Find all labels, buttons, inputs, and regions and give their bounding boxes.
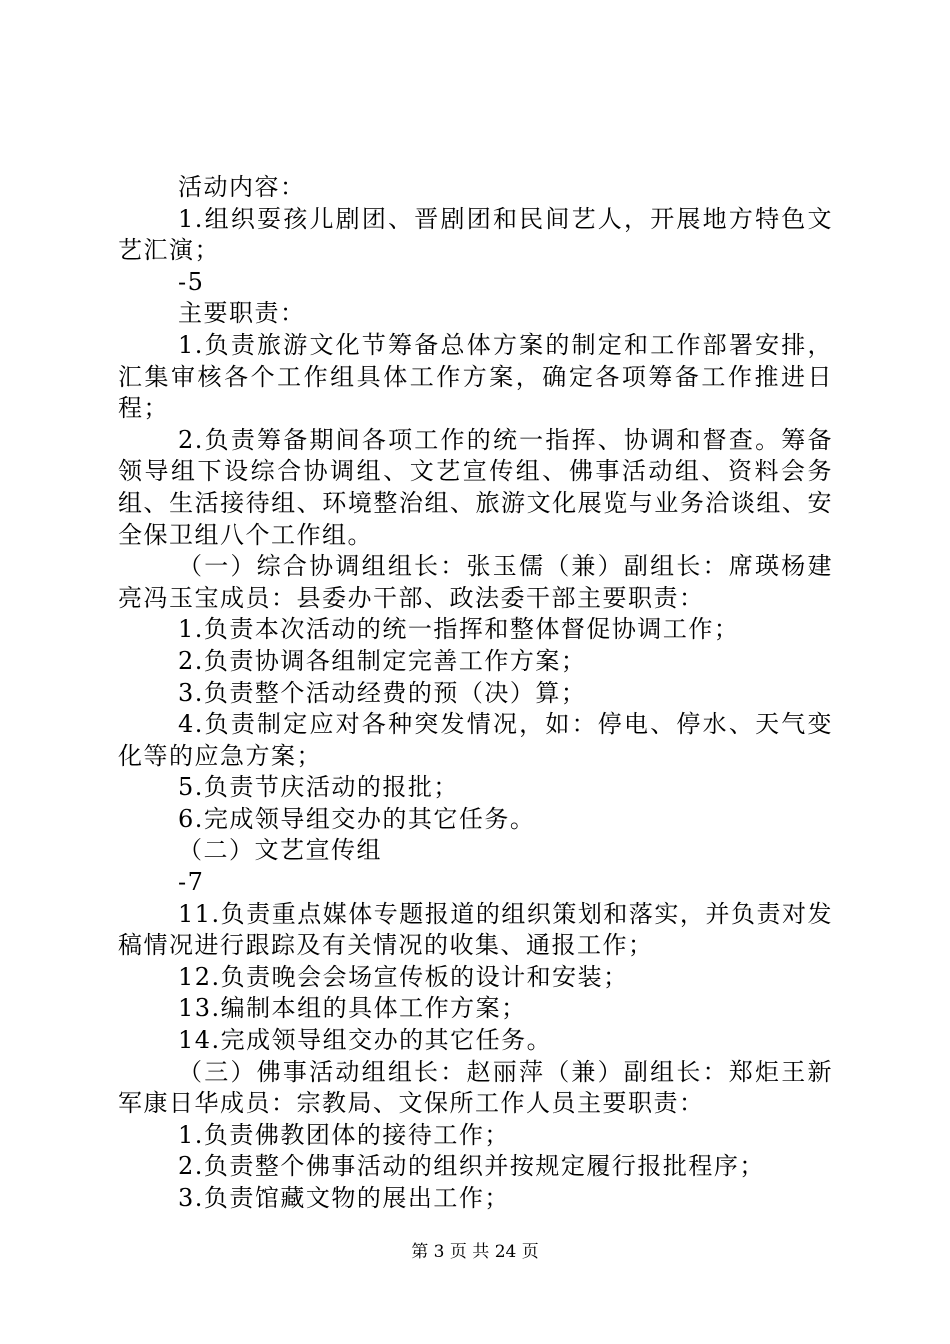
paragraph-item: 2.负责整个佛事活动的组织并按规定履行报批程序； — [178, 1152, 765, 1181]
paragraph-item: 2.负责协调各组制定完善工作方案； — [178, 646, 587, 675]
paragraph-item: 5.负责节庆活动的报批； — [178, 773, 459, 802]
document-body — [118, 172, 833, 1215]
paragraph-item: 1.组织耍孩儿剧团、晋剧团和民间艺人，开展地方特色文艺汇演； — [118, 204, 833, 265]
page-footer: 第 3 页 共 24 页 — [411, 1242, 539, 1262]
paragraph-item: 3.负责整个活动经费的预（决）算； — [178, 678, 587, 707]
paragraph-page-marker: -5 — [178, 267, 205, 296]
paragraph-activity-content-heading: 活动内容： — [178, 173, 306, 201]
paragraph-item: 2.负责筹备期间各项工作的统一指挥、协调和督查。筹备领导组下设综合协调组、文艺宣传组、佛事活动组、资料会务组、生活接待组、环境整治组、旅游文化展览与业务洽谈组、安全保卫组八个工作组。 — [118, 425, 833, 549]
paragraph-item: 14.完成领导组交办的其它任务。 — [178, 1026, 553, 1055]
paragraph-item: 4.负责制定应对各种突发情况，如：停电、停水、天气变化等的应急方案； — [118, 710, 833, 770]
paragraph-item: 6.完成领导组交办的其它任务。 — [178, 804, 536, 833]
paragraph-item: 1.负责佛教团体的接待工作； — [178, 1120, 510, 1149]
paragraph-section-coordination: （一）综合协调组组长：张玉儒（兼）副组长：席瑛杨建亮冯玉宝成员：县委办干部、政法委干部主要职责： — [118, 552, 833, 612]
paragraph-page-marker: -7 — [178, 868, 205, 897]
paragraph-item: 1.负责旅游文化节筹备总体方案的制定和工作部署安排，汇集审核各个工作组具体工作方案，确定各项筹备工作推进日程； — [118, 330, 833, 423]
paragraph-item: 13.编制本组的具体工作方案； — [178, 994, 527, 1023]
paragraph-section-buddhist: （三）佛事活动组组长：赵丽萍（兼）副组长：郑炬王新军康日华成员：宗教局、文保所工作人员主要职责： — [118, 1057, 833, 1118]
paragraph-item: 12.负责晚会会场宣传板的设计和安装； — [178, 962, 629, 991]
paragraph-item: 3.负责馆藏文物的展出工作； — [178, 1184, 510, 1212]
paragraph-item: 11.负责重点媒体专题报道的组织策划和落实，并负责对发稿情况进行跟踪及有关情况的收集、通报工作； — [118, 899, 833, 960]
paragraph-main-duties-heading: 主要职责： — [178, 299, 306, 328]
paragraph-section-publicity: （二）文艺宣传组 — [178, 836, 382, 865]
paragraph-item: 1.负责本次活动的统一指挥和整体督促协调工作； — [178, 615, 740, 644]
